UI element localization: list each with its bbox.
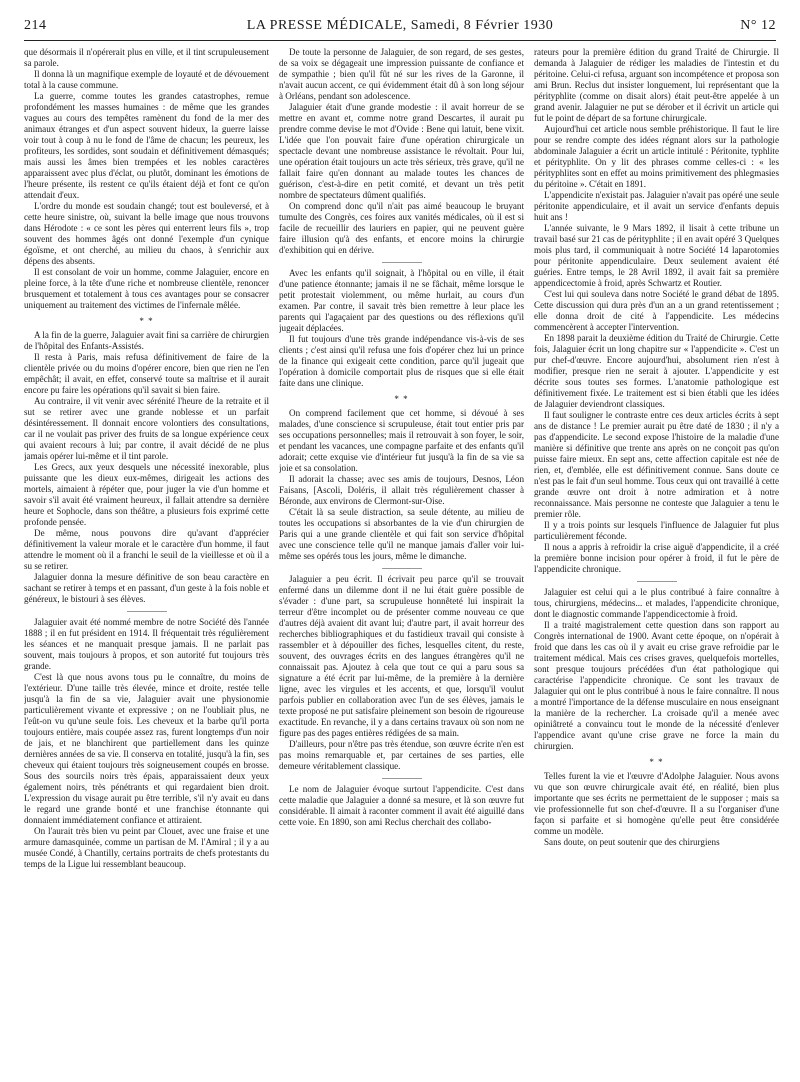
paragraph: C'est lui qui souleva dans notre Société le grand débat de 1895. Cette discussion qui dura près d'un an a un grand retentissement ; elle donna droit de cité à l'appendicite. Les médecins commencèrent à accepter l'intervention. [534, 289, 779, 332]
section-stars: * * [394, 394, 409, 404]
paragraph: L'année suivante, le 9 Mars 1892, il lisait à cette tribune un travail basé sur 21 cas de pérityphlite ; il en avait opéré 3 Quelques mois plus tard, il communiquait à notre Société 14 laparotomies pour péritonite appendiculaire. Deux seulement avaient été guéries. Entre temps, le 28 Avril 1892, il avait fait sa première appendicectomie à froid, après Schwartz et Routier. [534, 223, 779, 288]
column-right [534, 47, 779, 1077]
paragraph: rateurs pour la première édition du grand Traité de Chirurgie. Il demanda à Jalaguier de rédiger les maladies de l'intestin et du péritoine. Celui-ci refusa, arguant son incompétence et proposa son ami Brun. Reclus dut insister longuement, lui représentant que la pérityphlite (comme on disait alors) était peut-être appelée à un grand avenir. Jalaguier ne put se dérober et il écrivit un article qui fut le point de départ de sa fortune chirurgicale. [534, 47, 779, 123]
paragraph: C'était là sa seule distraction, sa seule détente, au milieu de toutes les occupations si absorbantes de la vie d'un chirurgien de Paris qui a une grande clientèle et qui fait son service d'hôpital avec une conscience telle qu'il ne manque jamais d'aller voir lui-même ses opérés tous les jours, même le dimanche. [279, 507, 524, 561]
paragraph: Jalaguier est celui qui a le plus contribué à faire connaître à tous, chirurgiens, médecins... et malades, l'appendicite chronique, dont le diagnostic commande l'appendicectomie à froid. [534, 587, 779, 619]
section-stars: * * [139, 316, 154, 326]
paragraph: Il est consolant de voir un homme, comme Jalaguier, encore en pleine force, à la tête d'une riche et nombreuse clientèle, renoncer brusquement et totalement à tous ces avantages pour se consacrer uniquement au traitement des victimes de l'infernale mêlée. [24, 267, 269, 310]
paragraph: Telles furent la vie et l'œuvre d'Adolphe Jalaguier. Nous avons vu que son œuvre chirurgicale avait été, en réalité, bien plus importante que ses écrits ne permettaient de le supposer ; mais sa vie professionnelle fut son chef-d'œuvre. Il a su l'organiser d'une façon si parfaite et si homogène qu'elle peut être considérée comme un modèle. [534, 771, 779, 836]
paragraph: Il y a trois points sur lesquels l'influence de Jalaguier fut plus particulièrement féconde. [534, 520, 779, 541]
paragraph: Jalaguier a peu écrit. Il écrivait peu parce qu'il se trouvait enfermé dans un dilemme dont il ne lui était guère possible de s'évader : d'une part, sa scrupuleuse honnêteté lui inspirait la terreur d'être incomplet ou de présenter comme nouveau ce que d'autres déjà avaient dit avant lui; d'autre part, il avait horreur des recherches bibliographiques et du fastidieux travail qui consiste à rassembler et à dépouiller des fiches, lesquelles citent, du reste, souvent, des ouvrages écrits en des langues étrangères qu'il ne connaissait pas. Ajoutez à cela que tout ce qui a paru sous sa signature a été écrit par lui-même, de la première à la dernière ligne, avec les virgules et les accents, et que, lorsqu'il voulut parfois publier en collaboration avec l'un de ses élèves, jamais le texte proposé ne put satisfaire pleinement son besoin de rigoureuse exactitude. En revanche, il y a dans certains travaux où son nom ne figure pas des pages entières rédigées de sa main. [279, 574, 524, 738]
page-number: 214 [24, 18, 47, 33]
paragraph: Au contraire, il vit venir avec sérénité l'heure de la retraite et il sut se retirer avec une grande noblesse et un parfait désintéressement. Il donnait encore volontiers des consultations, car il ne voulait pas priver des fruits de sa longue expérience ceux qui avaient recours à lui; par contre, il avait décidé de ne plus jamais opérer lui-même et il tint parole. [24, 396, 269, 461]
paragraph: Il nous a appris à refroidir la crise aiguë d'appendicite, il a créé la première bonne incision pour opérer à froid, il fut le père de l'appendicite chronique. [534, 542, 779, 574]
journal-title: LA PRESSE MÉDICALE, Samedi, 8 Février 1930 [246, 18, 554, 33]
paragraph: Jalaguier était d'une grande modestie : il avait horreur de se mettre en avant et, comme notre grand Descartes, il aurait pu prendre comme devise le mot d'Ovide : Bene qui latuit, bene vixit. L'idée que l'on pouvait faire d'une opération chirurgicale un spectacle devant une nombreuse assistance le révoltait. Pour lui, une opération était toujours un acte très sérieux, très grave, qu'il ne fallait faire qu'en donnant au malade toutes les chances de guérison, c'est-à-dire en petit comité, et devant un très petit nombre de spectateurs dûment qualifiés. [279, 102, 524, 200]
running-header [24, 18, 776, 38]
paragraph: De même, nous pouvons dire qu'avant d'apprécier définitivement la valeur morale et le caractère d'un homme, il faut attendre le moment où il a franchi le seuil de la vieillesse et où il a su se retirer. [24, 528, 269, 571]
paragraph: L'appendicite n'existait pas. Jalaguier n'avait pas opéré une seule péritonite appendiculaire, et il avait un service d'enfants depuis huit ans ! [534, 190, 779, 222]
column-left [24, 47, 269, 1077]
paragraph: Il fut toujours d'une très grande indépendance vis-à-vis de ses clients ; c'est ainsi qu'il refusa une fois d'opérer chez lui un prince de la finance qui exigeait cette condition, parce qu'il jugeait que l'opération à domicile comportait plus de risques que si elle était faite dans une clinique. [279, 334, 524, 388]
header-rule [24, 40, 776, 41]
paragraph: On comprend donc qu'il n'ait pas aimé beaucoup le bruyant tumulte des Congrès, ces foires aux vanités médicales, où il est si facile de recueillir des lauriers en papier, qui ne peuvent guère faire illusion qu'à des enfants, et encore moins la chirurgie d'exhibition qui en dérive. [279, 201, 524, 255]
paragraph: C'est là que nous avons tous pu le connaître, du moins de l'extérieur. D'une taille très élevée, mince et droite, restée telle jusqu'à la fin de sa vie, Jalaguier avait une physionomie particulièrement vivante et expressive ; on ne l'oubliait plus, ne l'eût-on vu qu'une seule fois. Les cheveux et la barbe qu'il porta toujours entière, mais coupée assez ras, furent longtemps d'un noir de jais, et ne blanchirent que partiellement dans les quinze dernières années de sa vie. Il conserva en totalité, jusqu'à la fin, ses cheveux qui étaient toujours très soigneusement coupés en brosse. Sous des sourcils noirs très épais, apparaissaient deux yeux également noirs, très pénétrants et qui regardaient bien droit. L'expression du visage aurait pu être terrible, s'il n'y avait eu dans le regard une grande bonté et une franchise étonnante qui donnaient immédiatement confiance et attiraient. [24, 672, 269, 825]
paragraph: La guerre, comme toutes les grandes catastrophes, remue profondément les masses humaines : de même que les grandes vagues au cours des tempêtes ramènent du fond de la mer des animaux étranges et d'un aspect souvent hideux, la guerre laisse voir tout à coup à nu le fond de l'âme de chacun; les peureux, les profiteurs, les sordides, sont soudain et définitivement démasqués; mais aussi les âmes bien trempées et les nobles caractères apparaissent avec plus d'éclat, ou plutôt, dominant les émotions de l'heure présente, ils restent ce qu'ils étaient déjà et font ce qu'on attendait d'eux. [24, 91, 269, 200]
paragraph: Jalaguier donna la mesure définitive de son beau caractère en sachant se retirer à temps et en passant, d'un geste à la fois noble et généreux, le bistouri à ses élèves. [24, 572, 269, 604]
paragraph: Le nom de Jalaguier évoque surtout l'appendicite. C'est dans cette maladie que Jalaguier a donné sa mesure, et là son œuvre fut considérable. Il aimait à raconter comment il avait été aiguillé dans cette voie. En 1890, son ami Reclus cherchait des collabo- [279, 784, 524, 827]
paragraph: L'ordre du monde est soudain changé; tout est bouleversé, et à cette heure sinistre, où, suivant la belle image que nous trouvons dans Hérodote : « ce sont les pères qui enterrent leurs fils », trop souvent des hommes âgés ont donné l'exemple d'un cynique égoïsme, et ont cherché, au milieu du chaos, à s'enrichir aux dépens des absents. [24, 201, 269, 266]
paragraph: D'ailleurs, pour n'être pas très étendue, son œuvre écrite n'en est pas moins remarquable et, par certaines de ses parties, elle demeure véritablement classique. [279, 739, 524, 771]
paragraph: A la fin de la guerre, Jalaguier avait fini sa carrière de chirurgien de l'hôpital des Enfants-Assistés. [24, 330, 269, 351]
paragraph: On comprend facilement que cet homme, si dévoué à ses malades, d'une conscience si scrupuleuse, était tout entier pris par ses occupations personnelles; mais il retrouvait à son foyer, le soir, et pendant les vacances, une compagne parfaite et des enfants qu'il adorait; cette exquise vie d'intérieur fut jusqu'à la fin de sa vie sa joie et sa consolation. [279, 408, 524, 473]
paragraph: Jalaguier avait été nommé membre de notre Société dès l'année 1888 ; il en fut président en 1914. Il fréquentait très régulièrement les séances et ne manquait presque jamais. Il ne parlait pas souvent, mais toujours à propos, et son autorité fut toujours très grande. [24, 617, 269, 671]
paragraph: que désormais il n'opérerait plus en ville, et il tint scrupuleusement sa parole. [24, 47, 269, 68]
section-stars: * * [649, 757, 664, 767]
paragraph: En 1898 parait la deuxième édition du Traité de Chirurgie. Cette fois, Jalaguier écrit un long chapitre sur « l'appendicite ». C'est un pur chef-d'œuvre. Encore aujourd'hui, absolument rien n'est à modifier, presque rien ne serait à ajouter. L'appendicite y est décrite sous toutes ses formes. L'anatomie pathologique est définitivement fixée. Le traitement est si bien établi que les idées de Jalaguier deviendront classiques. [534, 333, 779, 409]
paragraph: Sans doute, on peut soutenir que des chirurgiens [544, 837, 720, 847]
text-columns [24, 47, 780, 1077]
column-middle [279, 47, 524, 1077]
paragraph: Il faut souligner le contraste entre ces deux articles écrits à sept ans de distance ! Le premier aurait pu être daté de 1830 ; il n'y a pas d'appendicite. Le second expose l'histoire de la maladie d'une manière si définitive que trente ans après on ne conçoit pas qu'on puisse faire mieux. En sept ans, cette affection capitale est née de rien, et, d'emblée, elle est définitivement connue. Sans doute ce n'est pas le fait d'un seul homme. Tous ceux qui ont travaillé à cette grande œuvre ont droit à notre admiration et à notre reconnaissance. Mais personne ne conteste que Jalaguier a tenu le premier rôle. [534, 410, 779, 519]
issue-number: N° 12 [740, 18, 776, 33]
paragraph: De toute la personne de Jalaguier, de son regard, de ses gestes, de sa voix se dégageait une impression puissante de confiance et de sympathie ; bien qu'il fût né sur les rives de la Garonne, il n'avait aucun accent, ce qui évidemment était dû à son long séjour à Orléans, pendant son adolescence. [279, 47, 524, 101]
paragraph: On l'aurait très bien vu peint par Clouet, avec une fraise et une armure damasquinée, comme un partisan de M. l'Amiral ; il y a au musée Condé, à Chantilly, certains portraits de chefs protestants du temps de la Ligue lui ressemblant beaucoup. [24, 826, 269, 869]
paragraph: Il donna là un magnifique exemple de loyauté et de dévouement total à la cause commune. [24, 69, 269, 90]
paragraph: Les Grecs, aux yeux desquels une nécessité inexorable, plus puissante que les dieux eux-mêmes, dirigeait les actions des mortels, aimaient à répéter que, pour juger la vie d'un homme et savoir s'il avait été vraiment heureux, il fallait attendre sa dernière heure et Sophocle, dans son théâtre, a plusieurs fois exprimé cette profonde pensée. [24, 462, 269, 527]
paragraph: Il adorait la chasse; avec ses amis de toujours, Desnos, Léon Faisans, [Ascoli, Doléris, il allait très régulièrement chasser à Béronde, aux environs de Clermont-sur-Oise. [279, 474, 524, 506]
paragraph: Il a traité magistralement cette question dans son rapport au Congrès international de 1900. Avant cette époque, on n'opérait à froid que dans les cas où il y avait eu crise grave refroidie par le traitement médical. Mais ces crises graves, quelquefois mortelles, sont presque toujours précédées d'un état pathologique qui caractérise l'appendicite chronique. Ce sont les travaux de Jalaguier qui ont le plus contribué à nous le faire connaître. Il nous a montré l'importance de la défense musculaire en nous enseignant la manière de la rechercher. La croisade qu'il a menée avec opiniâtreté a convaincu tout le monde de la nécessité d'enlever l'appendice avant qu'une crise grave ne force la main du chirurgien. [534, 620, 779, 751]
paragraph: Il resta à Paris, mais refusa définitivement de faire de la clientèle privée ou du moins d'opérer encore, bien que rien ne l'en empêchât; il avait, en effet, conservé toute sa maîtrise et il aurait encore pu faire les opérations qu'il savait si bien faire. [24, 352, 269, 395]
paragraph: Avec les enfants qu'il soignait, à l'hôpital ou en ville, il était d'une patience étonnante; jamais il ne se fâchait, même lorsque le petit protestait violemment, ou même hurlait, au cours d'un examen. Par contre, il savait très bien remettre à leur place les parents qui l'agaçaient par des questions ou des réflexions qu'il jugeait déplacées. [279, 268, 524, 333]
paragraph: Aujourd'hui cet article nous semble préhistorique. Il faut le lire pour se rendre compte des idées régnant alors sur la pathologie abdominale Jalaguier a écrit un article intitulé : Péritonite, typhlite et pérityphlite. On y lit des phrases comme celles-ci : « les pérityphlites sont en effet au moins primitivement des phlegmasies du péritoine ». C'était en 1891. [534, 124, 779, 189]
